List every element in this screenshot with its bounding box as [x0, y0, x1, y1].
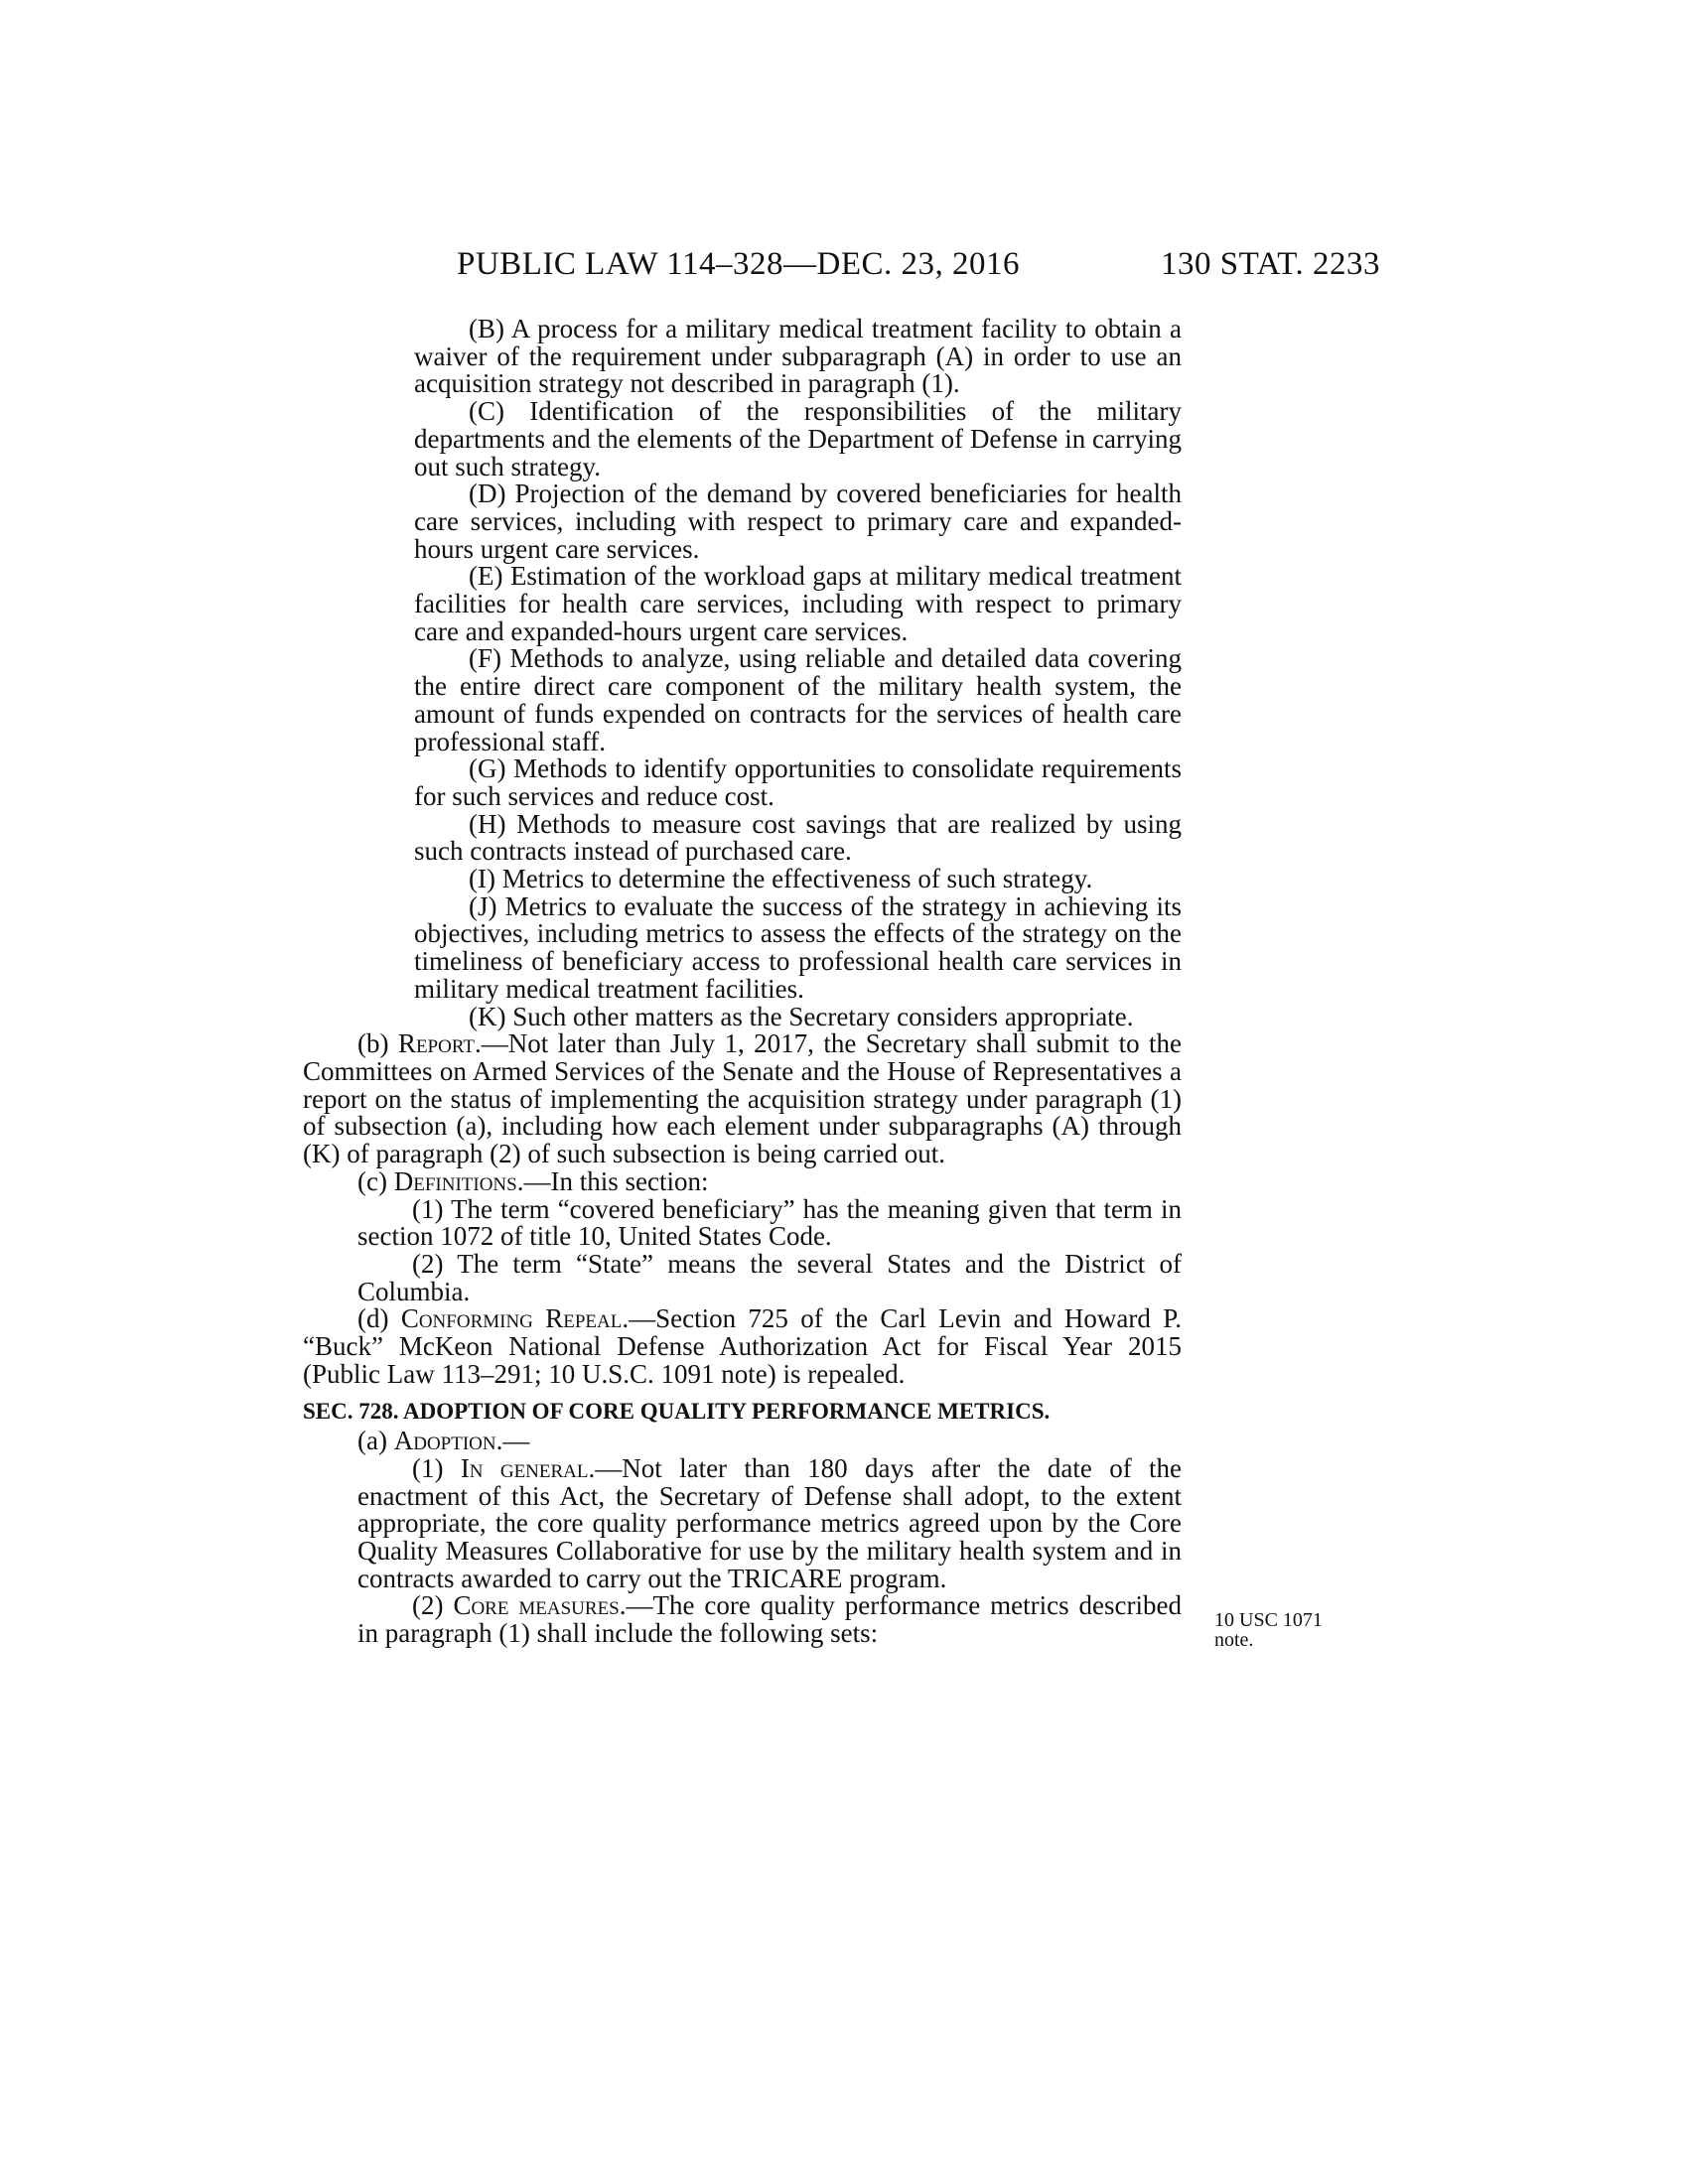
paragraph-a1-text: .—Not later than 180 days after the date of the enactment of this Act, the Secretary of Defense shall adopt, to the extent appropriate, the core quality performance metrics agreed upon by the Core Quality Measures Collaborative for use by the military health system and in contracts awarded to carry out the TRICARE program. [357, 1452, 1183, 1593]
subsection-c [303, 1165, 1182, 1196]
paragraph-c-sub: (C) Identification of the responsibilities of the military departments and the elements of the Department of Defense in carrying out such strategy. [414, 396, 1182, 481]
paragraph-a1 [303, 1452, 1183, 1593]
paragraph-k-sub: (K) Such other matters as the Secretary considers appropriate. [469, 1001, 1134, 1031]
paragraph-i-sub: (I) Metrics to determine the effectiveness of such strategy. [469, 864, 1093, 894]
subsection-b-label: (b) [357, 1028, 398, 1059]
subsection-d-label: (d) [357, 1303, 401, 1334]
page-number: 130 STAT. 2233 [1161, 246, 1381, 282]
subsection-d-text: .—Section 725 of the Carl Levin and Howard P. “Buck” McKeon National Defense Authorization Act for Fiscal Year 2015 (Public Law 113–291; 10 U.S.C. 1091 note) is repealed. [303, 1303, 1182, 1389]
subsection-a-text: .— [495, 1426, 530, 1456]
paragraph-f-sub: (F) Methods to analyze, using reliable and detailed data covering the entire direct care component of the military health system, the amount of funds expended on contracts for the services of health care professional staff. [414, 643, 1182, 756]
subsection-c-text: .—In this section: [516, 1165, 709, 1196]
subsection-a [303, 1428, 1182, 1455]
paragraph-a2-label: (2) [412, 1590, 454, 1621]
paragraph-a2-text: .—The core quality performance metrics described in paragraph (1) shall include the following sets: [357, 1590, 1182, 1649]
paragraph-j-sub: (J) Metrics to evaluate the success of the strategy in achieving its objectives, including metrics to assess the effects of the strategy on the timeliness of beneficiary access to professional health care services in military medical treatment facilities. [414, 890, 1182, 1004]
margin-note-line2: note. [1214, 1629, 1254, 1651]
body-text [303, 316, 1182, 1648]
definition-2: (2) The term “State” means the several States and the District of Columbia. [357, 1248, 1182, 1306]
subsection-a-label: (a) [357, 1426, 394, 1456]
paragraph-e-sub: (E) Estimation of the workload gaps at military medical treatment facilities for health care services, including with respect to primary care and expanded-hours urgent care services. [414, 561, 1182, 646]
paragraph-g-sub: (G) Methods to identify opportunities to consolidate requirements for such services and reduce cost. [414, 753, 1182, 811]
paragraph-a2 [303, 1592, 1182, 1647]
subsection-a-heading: Adoption [393, 1426, 496, 1456]
subsection-d-heading: Conforming Repeal [400, 1303, 623, 1334]
paragraph-h-sub: (H) Methods to measure cost savings that are realized by using such contracts instead of purchased care. [414, 808, 1182, 867]
paragraph-a1-heading: In general [460, 1452, 589, 1483]
paragraph-b-sub: (B) A process for a military medical treatment facility to obtain a waiver of the requirement under subparagraph (A) in order to use an acquisition strategy not described in paragraph (1). [414, 314, 1182, 399]
subsection-c-heading: Definitions [393, 1165, 517, 1196]
paragraph-a2-heading: Core measures [453, 1590, 620, 1621]
section-heading: SEC. 728. ADOPTION OF CORE QUALITY PERFORMANCE METRICS. [303, 1399, 1051, 1425]
paragraph-a1-label: (1) [412, 1452, 461, 1483]
margin-note-line1: 10 USC 1071 [1214, 1609, 1323, 1631]
subsection-b [303, 1030, 1182, 1168]
subsection-d [303, 1305, 1182, 1388]
subsection-c-label: (c) [357, 1165, 394, 1196]
definition-1: (1) The term “covered beneficiary” has the meaning given that term in section 1072 of title 10, United States Code. [357, 1193, 1182, 1252]
margin-note [1214, 1610, 1323, 1650]
subsection-b-text: .—Not later than July 1, 2017, the Secretary shall submit to the Committees on Armed Services of the Senate and the House of Representatives a report on the status of implementing the acquisition strategy under paragraph (1) of subsection (a), including how each element under subparagraphs (A) through (K) of paragraph (2) of such subsection is being carried out. [303, 1028, 1183, 1169]
running-header-title: PUBLIC LAW 114–328—DEC. 23, 2016 [457, 246, 1021, 282]
subsection-b-heading: Report [397, 1028, 475, 1059]
paragraph-d-sub: (D) Projection of the demand by covered beneficiaries for health care services, including with respect to primary care and expanded-hours urgent care services. [414, 478, 1182, 564]
